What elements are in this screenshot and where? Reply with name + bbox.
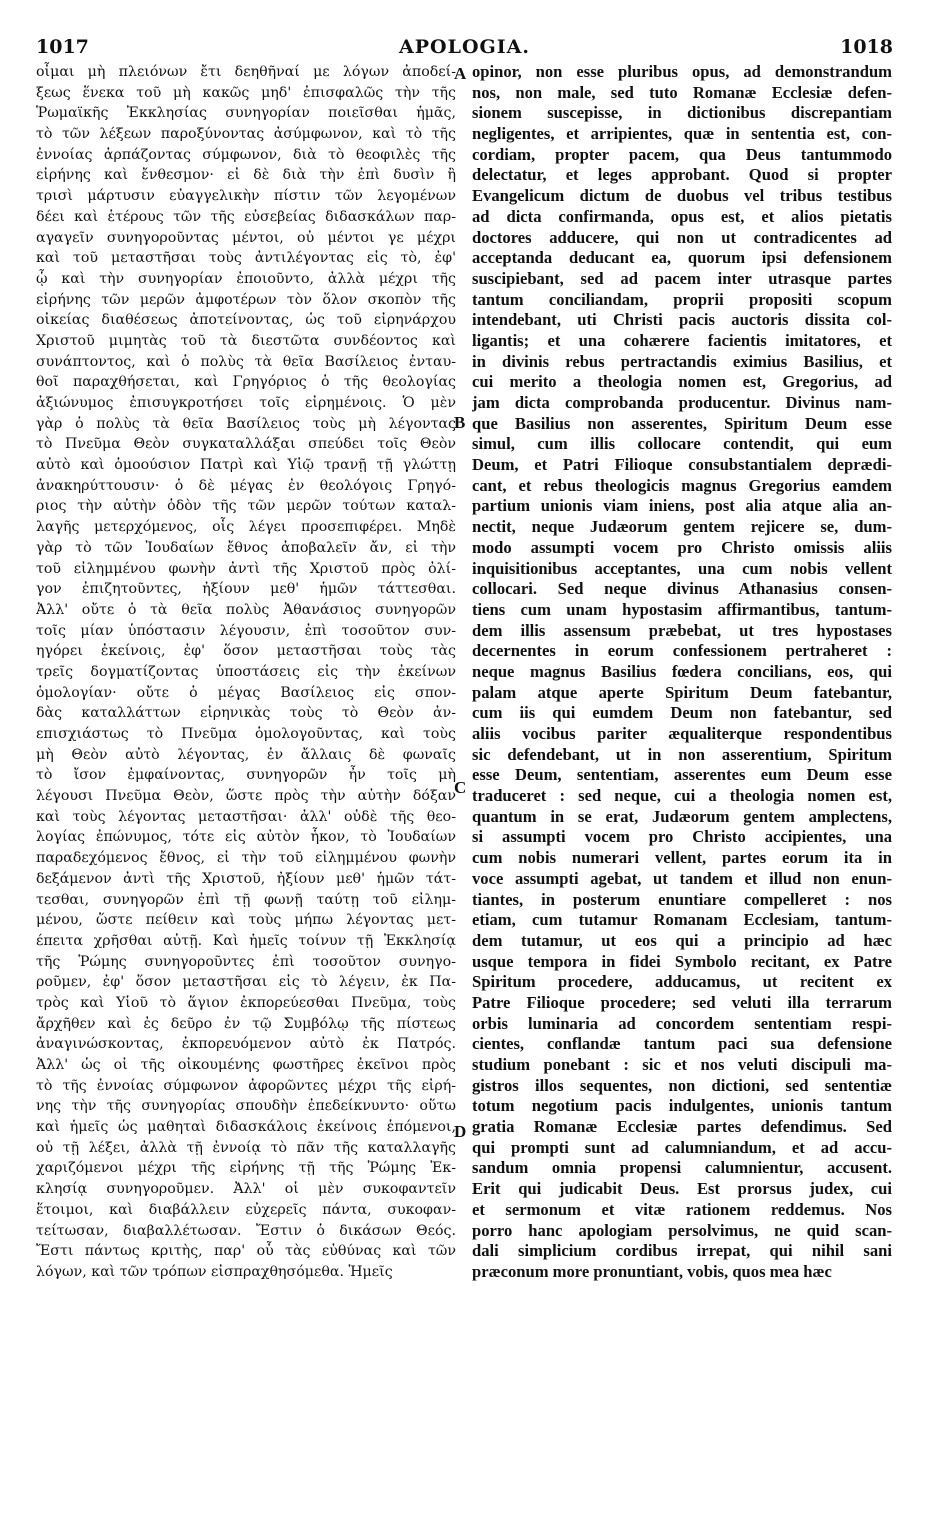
greek-text-line: τῆς Ῥώμης συνηγοροῦντες ἐπὶ τοσοῦτον συνηγο- xyxy=(36,953,456,970)
latin-text-column xyxy=(472,62,892,1283)
greek-text-line: Ἀλλ' ὡς οἱ τῆς οἰκουμένης φωστῆρες ἐκεῖνοι πρὸς xyxy=(36,1057,456,1073)
latin-text-line: Patre Filioque procedere; sed veluti illa terrarum xyxy=(472,992,892,1012)
latin-text-line: Erit qui judicabit Deus. Est prorsus judex, cui xyxy=(472,1179,892,1199)
latin-text-line: modo assumpti vocem pro Christo omissis aliis xyxy=(472,537,892,557)
latin-text-line: decernentes in eorum confessionem pertraheret : xyxy=(472,641,892,661)
greek-text-line: εἰρήνης καὶ ἔνθεσμον· εἰ δὲ διὰ τὴν ἐπὶ δυσὶν ἢ xyxy=(36,167,456,184)
latin-text-line: ad dicta confirmanda, opus est, et alios pietatis xyxy=(472,206,892,226)
latin-text-line: nos, non male, sed tuto Romanæ Ecclesiæ defen- xyxy=(472,82,892,102)
latin-text-line: dali simplicium cordibus irrepat, qui nihil sani xyxy=(472,1241,892,1261)
greek-text-line: τὸ τῆς ἐννοίας σύμφωνον ἀφορῶντες μέχρι τῆς εἰρή- xyxy=(36,1077,456,1094)
latin-text-line: usque tempora in fidei Symbolo recitant, ex Patre xyxy=(472,951,892,971)
greek-text-line: τὸ Πνεῦμα Θεὸν συγκαταλλάξαι σπεύδει τοῖς Θεὸν xyxy=(36,436,456,453)
latin-text-line: in divinis rebus pertractandis eximius Basilius, et xyxy=(472,351,892,371)
section-marker-a: A xyxy=(454,64,467,83)
greek-text-line: ροῦμεν, ἐφ' ὅσον μεταστῆσαι εἰς τὸ λέγειν, ἐκ Πα- xyxy=(36,974,456,991)
greek-text-line: τὸ ἴσον ἐμφαίνοντας, συνηγορῶν ἦν τοῖς μὴ xyxy=(36,767,456,784)
latin-text-line: simul, cum illis collocare contendit, qui eum xyxy=(472,434,892,454)
latin-text-line: sionem suscepisse, in dictionibus discrepantiam xyxy=(472,103,892,123)
greek-text-line: δὰς καταλλάττων εἰρηνικὰς τοὺς τὸ Θεὸν ἀν- xyxy=(36,705,456,722)
latin-text-line: suscipiebant, sed ad pacem inter utrasque partes xyxy=(472,268,892,288)
greek-text-line: ᾧ καὶ τὴν συνηγορίαν ἐποιοῦντο, ἀλλὰ μέχρι τῆς xyxy=(36,270,456,287)
latin-text-line: cum iis qui eumdem Deum non fatebantur, sed xyxy=(472,703,892,723)
greek-text-line: αγαγεῖν συνηγοροῦντας μέντοι, οὐ μέντοι γε μέχρι xyxy=(36,229,456,246)
section-marker-d: D xyxy=(454,1122,467,1141)
latin-text-line: doctores adducere, qui non ut contradicentes ad xyxy=(472,227,892,247)
latin-text-line: dem tutamur, ut eos qui a principio ad hæc xyxy=(472,930,892,950)
latin-text-line: etiam, cum tutamur Romanam Ecclesiam, tantum- xyxy=(472,910,892,930)
greek-text-line: λόγων, καὶ τῶν τρόπων εἰσπραχθησόμεθα. Ἡμεῖς xyxy=(36,1263,393,1280)
latin-text-line: qui prompti sunt ad calumniandum, et ad accu- xyxy=(472,1137,892,1157)
greek-text-line: λαγῆς μετερχόμενος, οἷς λέγει προσεπιφέρει. Μηδὲ xyxy=(36,519,456,536)
page-number-left: 1017 xyxy=(36,36,89,58)
greek-text-column xyxy=(36,62,456,1283)
latin-text-line: voce assumpti agebat, ut tandem et illud non enun- xyxy=(472,868,892,888)
latin-text-line: negligentes, et arripientes, quæ in sententia est, con- xyxy=(472,124,892,144)
latin-text-line: gistros illos sequentes, non dictioni, sed sententiæ xyxy=(472,1075,892,1095)
page-number-right: 1018 xyxy=(840,36,893,58)
greek-text-line: οἶμαι μὴ πλειόνων ἔτι δεηθῆναί με λόγων ἀποδεί- xyxy=(36,64,456,80)
greek-text-line: λογίας ἐπώνυμος, τότε εἰς αὐτὸν ἧκον, τὸ Ἰουδαίων xyxy=(36,829,456,846)
greek-text-line: ἐννοίας ἁρπάζοντας σύμφωνον, διὰ τὸ θεοφιλὲς τῆς xyxy=(36,146,456,163)
latin-text-line: palam atque aperte Spiritum Deum fatebantur, xyxy=(472,682,892,702)
running-title: APOLOGIA. xyxy=(399,36,530,58)
section-marker-b: B xyxy=(454,413,466,432)
latin-text-line: intendebant, uti Christi pacis auctoris dissita col- xyxy=(472,310,892,330)
greek-text-line: ἄρχῆθεν καὶ ἐς δεῦρο ἐν τῷ Συμβόλῳ τῆς πίστεως xyxy=(36,1015,456,1032)
latin-text-line: nectit, neque Judæorum gentem rejicere se, dum- xyxy=(472,517,892,537)
latin-text-line: et sermonum et vitæ rationem reddemus. Nos xyxy=(472,1199,892,1219)
greek-text-line: γὰρ τὸ τῶν Ἰουδαίων ἔθνος ἀποβαλεῖν ἄν, εἰ τὴν xyxy=(36,539,456,556)
greek-text-line: ξεως ἕνεκα τοῦ μὴ κακῶς μηδ' ἐπισφαλῶς τὴν τῆς xyxy=(36,84,456,101)
latin-text-line: cordiam, propter pacem, qua Deus tantummodo xyxy=(472,144,892,164)
greek-text-line: τρὸς καὶ Υἱοῦ τὸ ἅγιον ἐκπορεύεσθαι Πνεῦμα, τοὺς xyxy=(36,994,456,1011)
latin-text-line: studium ponebant : sic et nos veluti discipuli ma- xyxy=(472,1055,892,1074)
latin-text-line: tiens cum unam hypostasim affirmantibus, tantum- xyxy=(472,599,892,619)
greek-text-line: οἰκείας διαθέσεως ἀποτείνοντας, ὡς τοῦ εἰρηνάρχου xyxy=(36,312,456,329)
greek-text-line: ηγόρει ἐκείνοις, ἐφ' ὅσον μεταστῆσαι τοὺς τὰς xyxy=(36,643,456,660)
greek-text-line: μένου, ὥστε πείθειν καὶ τοὺς μήπω λέγοντας μετ- xyxy=(36,912,456,929)
latin-text-line: tantum conciliandam, proprii propositi scopum xyxy=(472,289,892,309)
latin-text-line: porro hanc apologiam persolvimus, ne quid scan- xyxy=(472,1220,892,1240)
latin-text-line: opinor, non esse pluribus opus, ad demonstrandum xyxy=(472,62,892,81)
greek-text-line: κλησίᾳ συνηγοροῦμεν. Ἀλλ' οἱ μὲν συκοφαντεῖν xyxy=(36,1181,456,1198)
latin-text-line: dem illis assensum præbebat, ut tres hypostases xyxy=(472,620,892,640)
latin-text-line: sandum omnia propensi calumnientur, accusent. xyxy=(472,1158,892,1178)
greek-text-line: ριος τὴν αὐτὴν ὁδὸν τῆς τῶν μερῶν τούτων καταλ- xyxy=(36,498,456,515)
greek-text-line: τείτωσαν, διαβαλλέτωσαν. Ἔστιν ὁ δικάσων Θεός. xyxy=(36,1222,456,1239)
greek-text-line: μὴ Θεὸν αὐτὸ λέγοντας, ἐν ἄλλαις δὲ φωναῖς xyxy=(36,746,456,763)
greek-text-line: έπειτα χρῆσθαι αὐτῇ. Καὶ ἡμεῖς τοίνυν τῇ Ἐκκλησίᾳ xyxy=(36,932,456,949)
latin-text-line: orbis luminaria ad concordem sententiam respi- xyxy=(472,1013,892,1033)
latin-text-line: Evangelicum dictum de duobus vel tribus testibus xyxy=(472,186,892,206)
greek-text-line: ὁμολογίαν· οὔτε ὁ μέγας Βασίλειος εἰς σπον- xyxy=(36,684,456,701)
latin-text-line: cui merito a theologia nomen est, Gregorius, ad xyxy=(472,372,892,392)
greek-text-line: τὸ τῶν λέξεων παροξύνοντας ἀσύμφωνον, καὶ τὸ τῆς xyxy=(36,126,456,143)
greek-text-line: τοῖς μίαν ὑπόστασιν λέγουσιν, ἐπὶ τοσοῦτον συν- xyxy=(36,622,456,639)
latin-text-line: cum nobis numerari vellent, partes eorum ita in xyxy=(472,848,892,868)
latin-text-line: que Basilius non asserentes, Spiritum Deum esse xyxy=(472,413,892,433)
greek-text-line: τεσθαι, συνηγορῶν ἐπὶ τῇ φωνῇ ταύτῃ τοῦ εἰλημ- xyxy=(36,891,456,908)
greek-text-line: θοῖ παραχθήσεται, καὶ Γρηγόριος ὁ τῆς θεολογίας xyxy=(36,374,456,391)
latin-text-line: neque magnus Basilius fœdera concilians, eos, qui xyxy=(472,661,892,681)
latin-text-line: cientes, conflandæ tantum paci sua defensione xyxy=(472,1034,892,1054)
greek-text-line: Χριστοῦ μιμητὰς τοῦ τὰ διεστῶτα συνδέοντος καὶ xyxy=(36,332,456,349)
latin-text-line: tiantes, in posterum enuntiare compelleret : nos xyxy=(472,889,892,909)
latin-text-line: aliis vocibus pariter æqualiterque respondentibus xyxy=(472,724,892,743)
latin-text-line: delectatur, et leges approbant. Quod si propter xyxy=(472,165,892,185)
latin-text-line: præconum more pronuntiant, vobis, quos mea hæc xyxy=(472,1261,832,1281)
latin-text-line: cant, et rebus theologicis magnus Gregorius eamdem xyxy=(472,475,892,495)
latin-text-line: quantum in se erat, Judæorum gentem amplectens, xyxy=(472,806,892,826)
greek-text-line: γον ἐπιζητοῦντες, ἠξίουν μεθ' ἡμῶν τάττεσθαι. xyxy=(36,581,456,598)
greek-text-line: καὶ τοῦ μεταστῆσαι τοὺς ἀντιλέγοντας εἰς τὸ, ἐφ' xyxy=(36,250,456,267)
greek-text-line: παραδεχόμενος ἔθνος, εἰ τὴν τοῦ εἰλημμένου φωνὴν xyxy=(36,850,456,867)
greek-text-line: αὐτὸ καὶ ὁμοούσιον Πατρὶ καὶ Υἱῷ τρανῇ τῇ γλώττῃ xyxy=(36,457,456,474)
latin-text-line: jam dicta comprobanda producentur. Divinus nam- xyxy=(472,393,892,412)
greek-text-line: ἕτοιμοι, καὶ διαβάλλειν εὐχερεῖς πάντα, συκοφαν- xyxy=(36,1201,456,1218)
greek-text-line: γὰρ ὁ πολὺς τὰ θεῖα Βασίλειος τοὺς μὴ λέγοντας xyxy=(36,415,456,432)
latin-text-line: si assumpti vocem pro Christo accipientes, una xyxy=(472,827,892,847)
latin-text-line: totum negotium pacis indulgentes, unionis tantum xyxy=(472,1096,892,1116)
greek-text-line: νης τὴν τῆς συνηγορίας σπουδὴν ἐπεδείκνυντο· οὕτω xyxy=(36,1098,456,1115)
greek-text-line: τρεῖς δογματίζοντας ὑποστάσεις εἰς τὴν ἐκείνων xyxy=(36,663,456,680)
latin-text-line: inquisitionibus acceptantes, una cum nobis vellent xyxy=(472,558,892,578)
greek-text-line: καὶ ἡμεῖς ὡς μαθηταὶ διδασκάλοις ἐκείνοις ἑπόμενοι, xyxy=(36,1119,456,1136)
greek-text-line: τοῦ εἰλημμένου φωνὴν ἀντὶ τῆς Χριστοῦ πρὸς ὀλί- xyxy=(36,560,456,577)
greek-text-line: Ἔστι πάντως κριτὴς, παρ' οὗ τὰς εὐθύνας καὶ τῶν xyxy=(36,1243,456,1260)
greek-text-line: οὐ τῇ λέξει, ἀλλὰ τῇ ἐννοίᾳ τὸ πᾶν τῆς καταλλαγῆς xyxy=(36,1139,456,1156)
greek-text-line: εἰρήνης τῶν μερῶν ἀμφοτέρων τὸν ὅλον σκοπὸν τῆς xyxy=(36,291,456,308)
latin-text-line: traduceret : sed neque, cui a theologia nomen est, xyxy=(472,786,892,806)
latin-text-line: acceptanda deducant ea, quorum ipsi defensionem xyxy=(472,248,892,268)
latin-text-line: partium unionis viam iniens, post alia atque alia an- xyxy=(472,496,892,516)
greek-text-line: ἀναγινώσκοντας, ἐκπορευόμενον αὐτὸ ἐκ Πατρός. xyxy=(36,1036,456,1053)
greek-text-line: δεξάμενον ἀντὶ τῆς Χριστοῦ, ἠξίουν μεθ' ἡμῶν τάτ- xyxy=(36,870,456,887)
latin-text-line: collocari. Sed neque divinus Athanasius consen- xyxy=(472,579,892,599)
greek-text-line: Ἀλλ' οὔτε ὁ τὰ θεῖα πολὺς Ἀθανάσιος συνηγορῶν xyxy=(36,601,456,618)
section-marker-c: C xyxy=(454,778,467,797)
greek-text-line: συνάπτοντος, καὶ ὁ πολὺς τὰ θεῖα Βασίλειος ἐνταυ- xyxy=(36,353,456,370)
greek-text-line: τρισὶ μάρτυσιν εὐαγγελικὴν πίστιν τῶν λεγομένων xyxy=(36,188,456,205)
greek-text-line: επισχιάστως τὸ Πνεῦμα ὁμολογοῦντας, καὶ τοὺς xyxy=(36,726,456,742)
latin-text-line: ligantis; et una cohærere facientis imitatores, et xyxy=(472,330,892,350)
latin-text-line: gratia Romanæ Ecclesiæ partes defendimus. Sed xyxy=(472,1117,892,1137)
greek-text-line: χαριζόμενοι μέχρι τῆς εἰρήνης τῇ τῆς Ῥώμης Ἐκ- xyxy=(36,1160,456,1177)
latin-text-line: sic defendebant, ut in non asserentium, Spiritum xyxy=(472,744,892,764)
page-header xyxy=(36,36,893,60)
greek-text-line: ἀνακηρύττουσιν· ὁ δὲ μέγας ἐν θεολόγοις Γρηγό- xyxy=(36,477,456,494)
latin-text-line: Spiritum procedere, adducamus, ut recitent ex xyxy=(472,972,892,992)
greek-text-line: λέγουσι Πνεῦμα Θεὸν, ὥστε πρὸς τὴν αὐτὴν δόξαν xyxy=(36,788,456,805)
latin-text-line: esse Deum, sententiam, asserentes eum Deum esse xyxy=(472,765,892,785)
greek-text-line: δέει καὶ ἑτέρους τῶν τῆς εὐσεβείας διδασκάλων παρ- xyxy=(36,208,456,225)
greek-text-line: καὶ τοὺς λέγοντας μεταστῆσαι· ἀλλ' οὐδὲ τῆς θεο- xyxy=(36,808,456,825)
latin-text-line: Deum, et Patri Filioque consubstantialem deprædi- xyxy=(472,455,892,475)
greek-text-line: Ῥωμαϊκῆς Ἐκκλησίας συνηγορίαν ποιεῖσθαι ἡμᾶς, xyxy=(36,105,456,122)
greek-text-line: ἀξιώνυμος ἐπισυγκροτήσει τοῖς εἰρημένοις. Ὁ μὲν xyxy=(36,395,456,411)
